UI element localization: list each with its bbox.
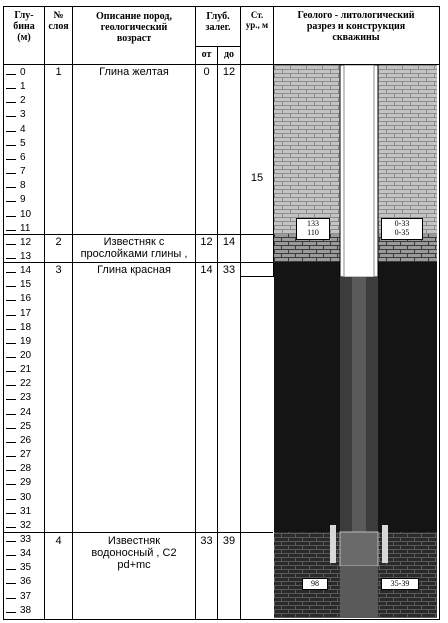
depth-tick (6, 329, 16, 330)
depth-label: 8 (20, 180, 26, 192)
depth-label: 24 (20, 406, 32, 418)
depth-tick (6, 173, 16, 174)
depth-label: 32 (20, 519, 32, 531)
filter-left-bracket (330, 525, 336, 563)
layer-depth-to: 12 (222, 66, 236, 78)
depth-label: 36 (20, 576, 32, 588)
casing-depth-range-1: 0-33 (394, 219, 410, 228)
depth-label: 3 (20, 109, 26, 121)
depth-label: 19 (20, 335, 32, 347)
depth-tick (6, 456, 16, 457)
layer-description: Известняк водоносный , С2 pd+mc (91, 535, 177, 571)
layer-separator (3, 234, 273, 235)
layer-depth-from: 12 (200, 236, 213, 248)
filter-diameter-label: 98 (302, 578, 328, 590)
depth-tick (6, 74, 16, 75)
header-depth-range: Глуб. залег. (205, 11, 231, 33)
depth-label: 0 (20, 67, 26, 78)
depth-label: 15 (20, 279, 32, 291)
depth-label: 20 (20, 350, 32, 361)
filter-base (340, 566, 378, 618)
depth-tick (6, 286, 16, 287)
layer-description: Глина желтая (99, 66, 169, 78)
depth-tick (6, 131, 16, 132)
depth-tick (6, 230, 16, 231)
depth-tick (6, 116, 16, 117)
filter-right-bracket (382, 525, 388, 563)
depth-tick (6, 258, 16, 259)
depth-label: 2 (20, 95, 26, 107)
depth-tick (6, 399, 16, 400)
layer-description: Известняк с прослойками глины , (80, 236, 188, 260)
depth-tick (6, 244, 16, 245)
depth-tick (6, 569, 16, 570)
depth-label: 27 (20, 449, 32, 461)
depth-label: 7 (20, 166, 26, 178)
layer-depth-from: 33 (200, 535, 213, 547)
depth-tick (6, 470, 16, 471)
depth-label: 18 (20, 321, 32, 333)
depth-label: 37 (20, 590, 32, 602)
depth-tick (6, 583, 16, 584)
depth-tick (6, 187, 16, 188)
layer-depth-to: 39 (222, 535, 236, 547)
depth-tick (6, 428, 16, 429)
casing-diameter-label (296, 218, 330, 240)
depth-label: 26 (20, 434, 32, 446)
header-to: до (223, 49, 235, 60)
col-divider-from (217, 46, 218, 619)
depth-tick (6, 527, 16, 528)
header-description: Описание пород, геологический возраст (96, 11, 172, 44)
layer-number: 3 (55, 264, 62, 276)
depth-label: 29 (20, 477, 32, 489)
layer-separator (3, 262, 273, 263)
depth-tick (6, 414, 16, 415)
layer-description: Глина красная (97, 264, 171, 276)
depth-tick (6, 484, 16, 485)
depth-label: 16 (20, 293, 32, 305)
header-layer-number: № слоя (48, 10, 69, 32)
depth-label: 23 (20, 392, 32, 404)
depth-tick (6, 300, 16, 301)
depth-tick (6, 102, 16, 103)
depth-label: 35 (20, 562, 32, 574)
depth-label: 31 (20, 505, 32, 517)
col-divider-layer (72, 6, 73, 619)
layer-separator (3, 532, 273, 533)
casing-depth-range-2: 0-35 (394, 228, 410, 237)
depth-label: 1 (20, 81, 26, 93)
layer-depth-from: 14 (200, 264, 213, 276)
layer-number: 2 (55, 236, 62, 248)
depth-label: 10 (20, 208, 32, 220)
casing-depth-label (381, 218, 423, 240)
col-divider-depth (44, 6, 45, 619)
depth-label: 21 (20, 364, 32, 376)
depth-label: 22 (20, 378, 32, 390)
layer-depth-to: 14 (222, 236, 236, 248)
depth-tick (6, 216, 16, 217)
depth-tick (6, 598, 16, 599)
depth-label: 11 (20, 222, 31, 234)
filter-depth-label: 35-39 (381, 578, 419, 590)
depth-label: 33 (20, 533, 32, 545)
depth-label: 38 (20, 604, 32, 616)
depth-tick (6, 555, 16, 556)
depth-tick (6, 145, 16, 146)
layer-number: 1 (55, 66, 62, 78)
depth-label: 9 (20, 194, 26, 206)
depth-tick (6, 513, 16, 514)
depth-label: 14 (20, 265, 32, 277)
casing-inner-diameter: 110 (307, 228, 319, 237)
glub-split-line (195, 46, 240, 47)
depth-label: 6 (20, 151, 26, 163)
depth-label: 30 (20, 491, 32, 503)
depth-tick (6, 541, 16, 542)
depth-label: 34 (20, 548, 32, 560)
static-level-value: 15 (250, 172, 264, 184)
depth-tick (6, 201, 16, 202)
col-divider-desc (195, 6, 196, 619)
depth-tick (6, 499, 16, 500)
layer-depth-from: 0 (203, 66, 210, 78)
depth-tick (6, 385, 16, 386)
casing-pipe-inner (344, 65, 374, 277)
depth-label: 25 (20, 420, 32, 432)
layer-number: 4 (55, 535, 62, 547)
depth-tick (6, 272, 16, 273)
depth-label: 5 (20, 137, 26, 149)
layer-depth-to: 33 (222, 264, 236, 276)
depth-tick (6, 159, 16, 160)
depth-tick (6, 371, 16, 372)
header-static-level: Ст. ур., м (245, 10, 269, 30)
header-from: от (201, 49, 212, 60)
depth-label: 12 (20, 236, 32, 248)
depth-label: 4 (20, 123, 26, 135)
static-level-bottom (240, 276, 274, 277)
depth-tick (6, 315, 16, 316)
depth-tick (6, 343, 16, 344)
header-depth: Глу- бина (м) (13, 10, 35, 43)
depth-tick (6, 88, 16, 89)
col-divider-to (240, 6, 241, 619)
depth-tick (6, 357, 16, 358)
geological-section (274, 65, 437, 618)
filter-section (340, 532, 378, 566)
depth-tick (6, 612, 16, 613)
depth-label: 17 (20, 307, 32, 319)
casing-outer-diameter: 133 (307, 219, 319, 228)
depth-label: 13 (20, 250, 32, 262)
header-section: Геолого - литологический разрез и конструкция скважины (297, 10, 415, 43)
depth-label: 28 (20, 463, 32, 475)
depth-tick (6, 442, 16, 443)
